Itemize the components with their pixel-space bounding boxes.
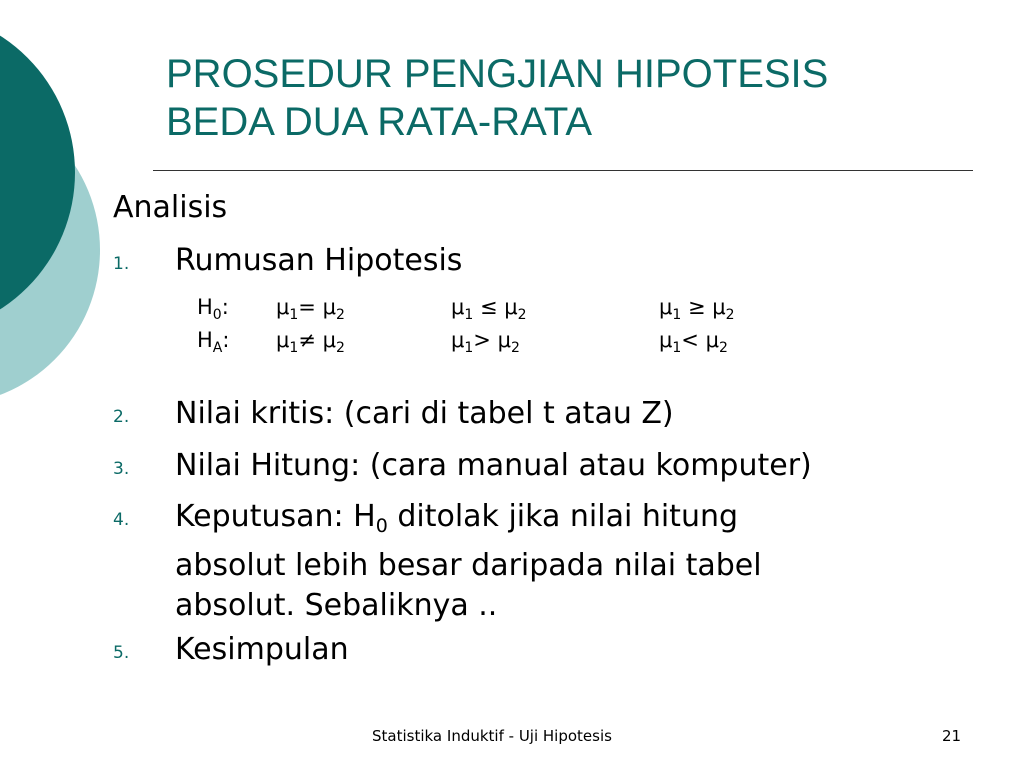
list-number: 3. xyxy=(113,459,130,479)
list-number: 1. xyxy=(113,254,130,274)
list-text: Nilai Hitung: (cara manual atau komputer) xyxy=(175,448,812,483)
page-number: 21 xyxy=(942,727,962,745)
slide-title xyxy=(166,50,986,146)
h0-left-tailed: $\mu_1 \ge \mu_2$ xyxy=(659,295,735,324)
h0-right-tailed: $\mu_1 \le \mu_2$ xyxy=(451,295,527,324)
section-heading: Analisis xyxy=(113,190,228,225)
title-line-1: PROSEDUR PENGJIAN HIPOTESIS xyxy=(166,52,829,96)
ha-right-tailed: $\mu_1> \mu_2$ xyxy=(451,328,520,357)
list-text: Keputusan: $H_0$ ditolak jika nilai hitung absolut lebih besar daripada nilai tabel absolut. Sebaliknya .. xyxy=(175,499,762,623)
title-divider xyxy=(153,170,973,171)
h0-label: $H_0$: xyxy=(197,295,229,324)
list-text: Rumusan Hipotesis xyxy=(175,243,463,278)
list-number: 4. xyxy=(113,510,130,530)
list-text: Kesimpulan xyxy=(175,632,349,667)
list-text: Nilai kritis: (cari di tabel t atau Z) xyxy=(175,396,674,431)
ha-left-tailed: $\mu_1< \mu_2$ xyxy=(659,328,728,357)
list-number: 2. xyxy=(113,407,130,427)
list-number: 5. xyxy=(113,643,130,663)
ha-label: $H_A$: xyxy=(197,328,230,357)
h0-two-sided: $\mu_1= \mu_2$ xyxy=(276,295,345,324)
footer-text: Statistika Induktif - Uji Hipotesis xyxy=(372,727,612,745)
ha-two-sided: $\mu_1\ne \mu_2$ xyxy=(276,328,345,357)
title-line-2: BEDA DUA RATA-RATA xyxy=(166,100,592,144)
